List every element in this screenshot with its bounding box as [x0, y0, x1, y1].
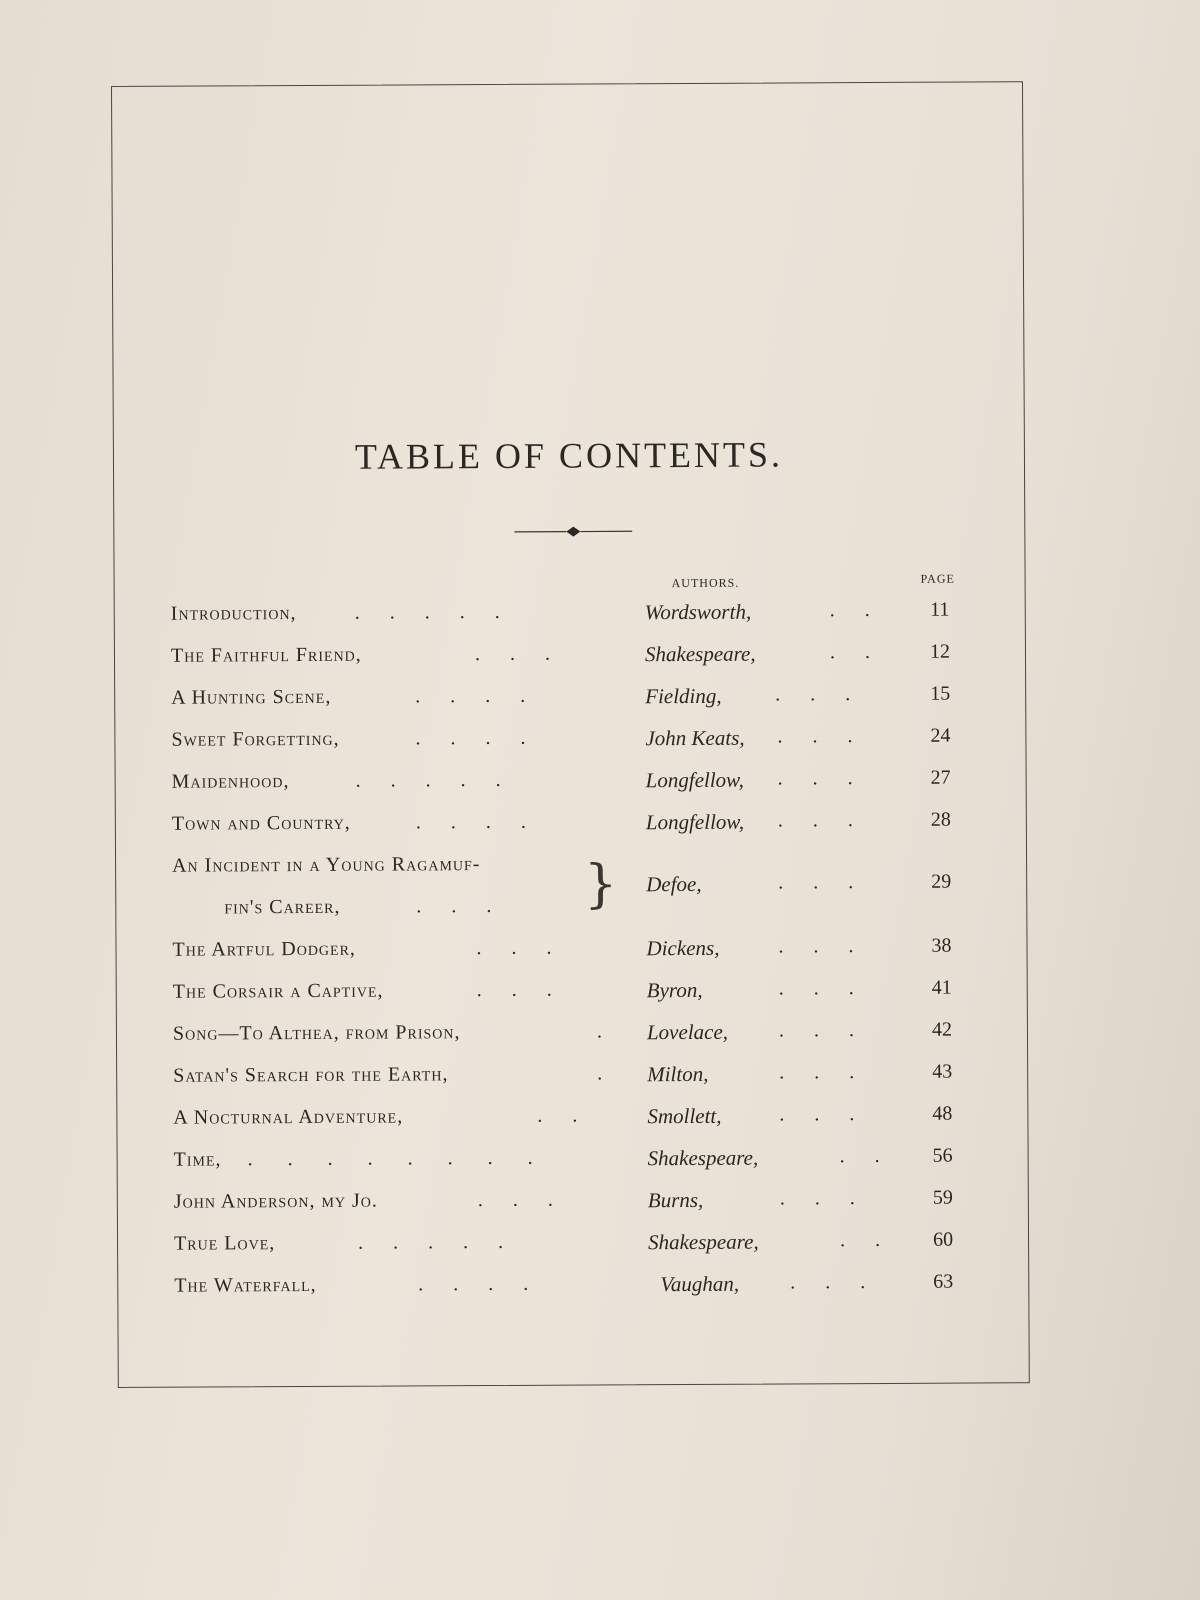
dot-leader: . . . [778, 935, 854, 958]
contents-list [112, 82, 1029, 1387]
entry-page: 41 [931, 976, 952, 999]
dot-leader: . . . [777, 809, 853, 832]
entry-page: 42 [931, 1018, 953, 1041]
entry-page: 27 [930, 766, 951, 789]
dot-leader: . . [537, 1104, 578, 1127]
dot-leader: . . . [477, 1188, 553, 1212]
toc-row [117, 1060, 1027, 1107]
toc-row [118, 1270, 1028, 1317]
entry-page: 59 [932, 1186, 953, 1209]
dot-leader: . . . [778, 871, 854, 894]
dot-leader: . . . . [415, 726, 526, 750]
entry-title: Maidenhood, [171, 770, 290, 793]
toc-row [116, 808, 1026, 855]
toc-row [115, 640, 1025, 687]
page-border [111, 81, 1030, 1388]
authors-header: AUTHORS. [671, 575, 740, 591]
toc-row [116, 850, 1026, 939]
dot-leader: . . . . [415, 684, 526, 708]
entry-title: Song—To Althea, from Prison, [172, 1021, 461, 1045]
dot-leader: . . . [476, 978, 552, 1002]
entry-title: A Hunting Scene, [171, 685, 332, 709]
entry-page: 12 [929, 640, 951, 663]
entry-page: 60 [932, 1228, 954, 1251]
toc-row [116, 934, 1026, 981]
entry-title: The Corsair a Captive, [172, 979, 384, 1003]
dot-leader: . . . [778, 977, 854, 1000]
entry-author: Defoe, [646, 871, 702, 897]
toc-row [118, 1186, 1028, 1233]
entry-page: 38 [931, 934, 952, 957]
toc-row [118, 1228, 1028, 1275]
dot-leader: . [596, 1020, 603, 1043]
entry-title: Time, [173, 1148, 222, 1171]
toc-row [117, 1102, 1027, 1149]
entry-author: Shakespeare, [647, 1145, 759, 1171]
entry-author: Dickens, [646, 935, 720, 961]
dot-leader: . . . [779, 1103, 855, 1126]
dot-leader: . . . [476, 936, 552, 960]
dot-leader: . . [829, 599, 870, 622]
toc-row [115, 598, 1025, 645]
entry-title: Introduction, [170, 602, 297, 625]
brace-mark: } [584, 854, 618, 915]
entry-page: 11 [930, 598, 950, 621]
dot-leader: . . . [775, 683, 851, 706]
dot-leader: . . . [474, 642, 551, 666]
entry-title: Town and Country, [171, 811, 351, 835]
entry-title: The Artful Dodger, [172, 937, 356, 961]
page-header: PAGE [920, 571, 955, 586]
entry-title: The Faithful Friend, [170, 643, 362, 667]
entry-author: Wordsworth, [644, 599, 752, 625]
entry-page: 56 [932, 1144, 953, 1167]
entry-author: Lovelace, [646, 1019, 729, 1045]
dot-leader: . . [839, 1144, 880, 1168]
dot-leader: . . . [416, 895, 492, 918]
entry-title: John Anderson, my Jo. [173, 1189, 378, 1213]
entry-title: The Waterfall, [174, 1273, 317, 1297]
dot-leader: . . . [779, 1187, 855, 1210]
toc-row [116, 766, 1026, 813]
toc-row [118, 1144, 1028, 1191]
entry-title-continued: fin's Career, [224, 895, 341, 919]
entry-author: Shakespeare, [647, 1229, 759, 1255]
entry-author: Milton, [647, 1061, 709, 1087]
entry-author: Burns, [647, 1187, 704, 1213]
entry-title: An Incident in a Young Ragamuf- [172, 853, 481, 877]
toc-row [115, 724, 1025, 771]
entry-page: 15 [930, 682, 951, 705]
entry-page: 43 [932, 1060, 953, 1083]
dot-leader: . [597, 1062, 603, 1085]
entry-author: Vaughan, [660, 1271, 740, 1297]
dot-leader: . . . . . [355, 768, 501, 792]
toc-row [117, 976, 1027, 1023]
entry-page: 29 [931, 870, 952, 893]
dot-leader: . . . . . [358, 1230, 504, 1254]
dot-leader: . . . . . [354, 600, 500, 624]
entry-author: Longfellow, [645, 767, 744, 793]
dot-leader: . . . . [418, 1272, 529, 1296]
entry-author: Smollett, [647, 1103, 722, 1129]
entry-author: Shakespeare, [644, 641, 756, 667]
entry-title: Satan's Search for the Earth, [173, 1063, 449, 1087]
dot-leader: . . . . [415, 810, 526, 834]
dot-leader: . . . [777, 767, 853, 790]
entry-author: Fielding, [645, 683, 722, 709]
entry-title: Sweet Forgetting, [171, 727, 340, 751]
dot-leader: . . [839, 1228, 881, 1252]
dot-leader: . . . [777, 725, 853, 748]
dot-leader: . . . [790, 1271, 866, 1294]
entry-author: John Keats, [645, 725, 745, 751]
page-title: TABLE OF CONTENTS. [354, 434, 784, 477]
entry-author: Byron, [646, 977, 703, 1003]
toc-row [117, 1018, 1027, 1065]
dot-leader: . . . . . . . . [247, 1146, 533, 1171]
dot-leader: . . . [779, 1061, 855, 1084]
toc-row [115, 682, 1025, 729]
entry-author: Longfellow, [645, 809, 745, 835]
entry-title: True Love, [174, 1232, 276, 1255]
entry-page: 24 [930, 724, 951, 747]
entry-page: 48 [932, 1102, 953, 1125]
dot-leader: . . . [778, 1019, 855, 1042]
entry-page: 28 [930, 808, 951, 831]
entry-title: A Nocturnal Adventure, [173, 1105, 404, 1129]
dot-leader: . . [829, 641, 871, 664]
entry-page: 63 [933, 1270, 954, 1293]
